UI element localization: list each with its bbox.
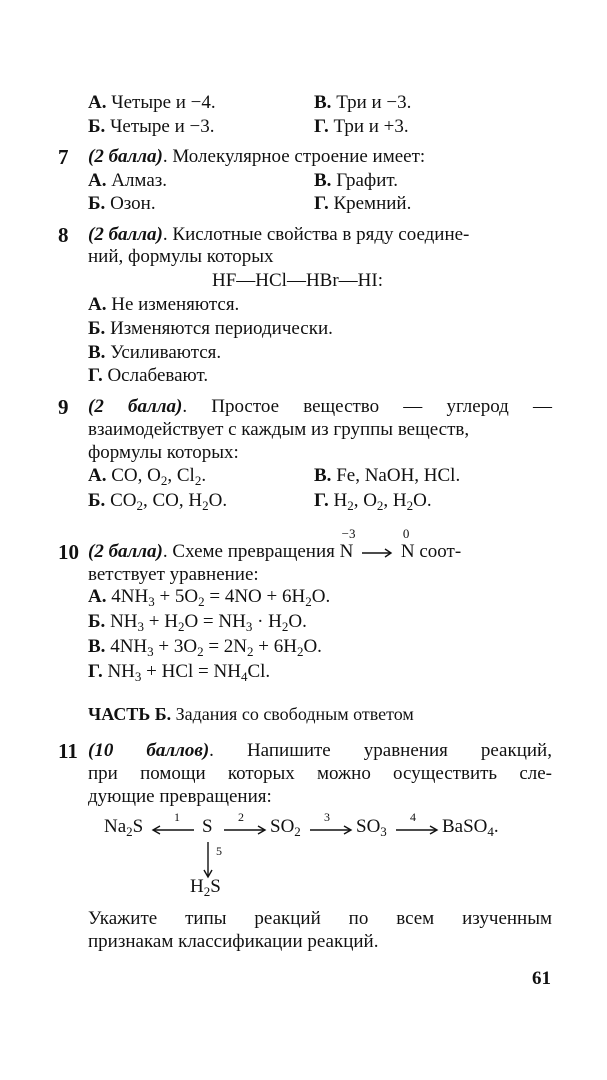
arrow-right-icon bbox=[394, 814, 440, 838]
q6-option-a: А. Четыре и −4. bbox=[88, 92, 216, 113]
arrow-label-4: 4 bbox=[410, 810, 416, 824]
arrow-label-3: 3 bbox=[324, 810, 330, 824]
q10-option-v: В. $4NH_3 + 3O_2 = 2N_2 + 6H_2O$. bbox=[88, 636, 322, 659]
q8-number: 8 bbox=[58, 223, 69, 247]
nitrogen-end: 0 N bbox=[400, 526, 415, 562]
compound-s: S bbox=[202, 816, 213, 837]
arrow-label-2: 2 bbox=[238, 810, 244, 824]
q10-option-a: А. $4NH_3 + 5O_2 = 4NO + 6H_2O$. bbox=[88, 586, 331, 609]
q7-option-v: В. Графит. bbox=[314, 170, 399, 191]
arrow-right-icon bbox=[222, 814, 268, 838]
part-b-heading: ЧАСТЬ Б. Задания со свободным ответом bbox=[88, 704, 414, 724]
q7-option-b: Б. Озон. bbox=[88, 193, 156, 214]
q6-option-g: Г. Три и +3. bbox=[314, 116, 409, 137]
transformation-scheme bbox=[104, 808, 524, 908]
compound-baso4: BaSO$_4$. bbox=[442, 816, 499, 839]
q8-formula: HF—HCl—HBr—HI: bbox=[212, 270, 384, 291]
q9-option-a: А. CO, $O_2$, $Cl_2$. bbox=[88, 465, 207, 488]
compound-so2: $SO_2$ bbox=[270, 816, 301, 839]
q9-option-v: В. Fe, NaOH, HCl. bbox=[314, 465, 461, 486]
q9-option-g: Г. $H_2$, $O_2$, $H_2O$. bbox=[314, 490, 432, 513]
q11-task-line1: Укажите типы реакций по всем изученным bbox=[88, 908, 552, 929]
q9-question-line3: формулы которых: bbox=[88, 442, 239, 463]
nitrogen-start: −3 N bbox=[339, 526, 356, 562]
arrow-right-icon bbox=[308, 814, 354, 838]
q11-task-line2: признакам классификации реакций. bbox=[88, 931, 379, 952]
arrow-label-5: 5 bbox=[216, 844, 222, 858]
q8-option-v: В. Усиливаются. bbox=[88, 342, 222, 363]
arrow-down-icon bbox=[200, 840, 216, 880]
q8-option-b: Б. Изменяются периодически. bbox=[88, 318, 333, 339]
page-number: 61 bbox=[532, 968, 551, 989]
q8-option-a: А. Не изменяются. bbox=[88, 294, 240, 315]
q7-option-g: Г. Кремний. bbox=[314, 193, 412, 214]
q10-question-line1: (2 балла). Схеме превращения −3 N 0 N соот- bbox=[88, 526, 462, 562]
arrow-label-1: 1 bbox=[174, 810, 180, 824]
q9-question-line2: взаимодействует с каждым из группы веществ, bbox=[88, 419, 470, 440]
q11-question-line3: дующие превращения: bbox=[88, 786, 272, 807]
q7-question: (2 балла). Молекулярное строение имеет: bbox=[88, 146, 426, 167]
q8-question-line2: ний, формулы которых bbox=[88, 246, 274, 267]
q11-question-line2: при помощи которых можно осуществить сле- bbox=[88, 763, 552, 784]
q8-option-g: Г. Ослабевают. bbox=[88, 365, 209, 386]
q9-question-line1: (2 балла). Простое вещество — углерод — bbox=[88, 396, 552, 417]
compound-so3: $SO_3$ bbox=[356, 816, 387, 839]
arrow-left-icon bbox=[150, 814, 196, 838]
q8-question-line1: (2 балла). Кислотные свойства в ряду соедине- bbox=[88, 224, 470, 245]
q6-option-b: Б. Четыре и −3. bbox=[88, 116, 215, 137]
q7-number: 7 bbox=[58, 145, 69, 169]
compound-na2s: $Na_2S$ bbox=[104, 816, 144, 839]
q10-option-b: Б. $NH_3 + H_2O = NH_3 \cdot H_2O$. bbox=[88, 611, 307, 634]
q9-number: 9 bbox=[58, 395, 69, 419]
q11-question-line1: (10 баллов). Напишите уравнения реакций, bbox=[88, 740, 552, 761]
q6-option-v: В. Три и −3. bbox=[314, 92, 412, 113]
q10-number: 10 bbox=[58, 540, 79, 564]
compound-h2s: $H_2S$ bbox=[190, 876, 221, 899]
q7-option-a: А. Алмаз. bbox=[88, 170, 168, 191]
q10-option-g: Г. $NH_3$ + HCl = $NH_4Cl$. bbox=[88, 661, 271, 684]
q11-number: 11 bbox=[58, 739, 78, 763]
q10-question-line2: ветствует уравнение: bbox=[88, 564, 259, 585]
arrow-right-icon bbox=[358, 543, 396, 563]
q9-option-b: Б. $CO_2$, CO, $H_2O$. bbox=[88, 490, 228, 513]
